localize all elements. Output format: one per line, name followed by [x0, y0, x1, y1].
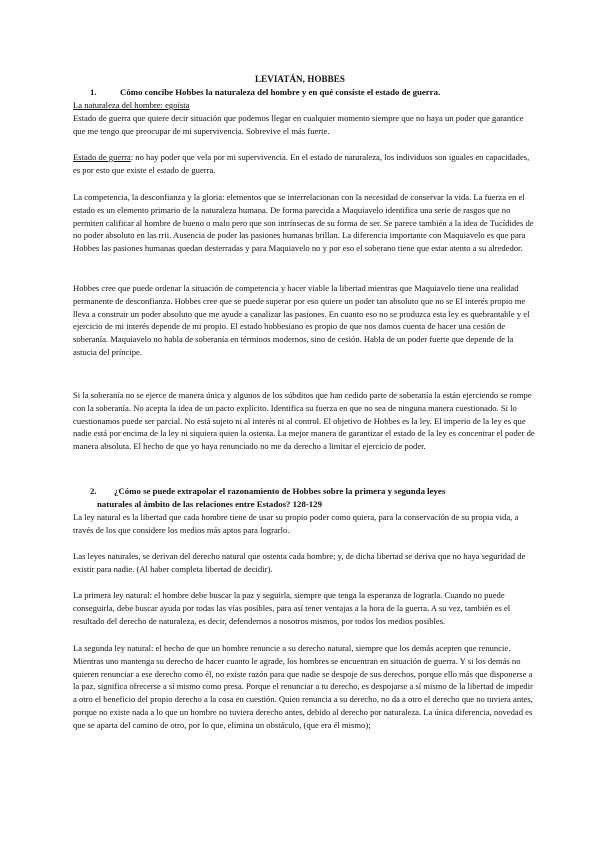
paragraph-state-of-war: Estado de guerra que quiere decir situación que podemos llegar en cualquier momento siempre que no haya un poder que garantice que me tengo que preocupar de mi supervivencia. Sobrevive el más fuerte.: [73, 113, 524, 136]
paragraph-first-natural-law: La primera ley natural: el hombre debe buscar la paz y seguirla, siempre que tenga la esperanza de lograrla. Cuando no puede conseguirla, debe buscar ayuda por todas las vías posibles, para así tener ventajas a la hora de la guerra. A su vez, también es el resultado del derecho de naturaleza, es decir, defendernos a nosotros mismos, por todos los medios posibles.: [73, 590, 511, 626]
section-1-heading: [73, 86, 535, 99]
section-2-number: 2.: [90, 486, 97, 496]
section-2-title-line2: naturales al ámbito de las relaciones entre Estados? 128-129: [97, 498, 322, 509]
document-title: LEVIATÁN, HOBBES: [255, 74, 345, 84]
paragraph-second-natural-law: La segunda ley natural: el hecho de que un hombre renuncie a su derecho natural, siempre que los demás acepten que renuncie. Mientras uno mantenga su derecho de hacer cuanto le agrade, los hombres se encuentran en situación de guerra. Y si los demás no quieren renunciar a ese derecho como él, no existe razón para que nadie se despoje de sus derechos, porque ello más que disponerse a la paz, significa ofrecerse a sí mismo como presa. Porque el renunciar a tu derecho, es despojarse a sí mismo de la libertad de impedir a otro el beneficio del propio derecho a la cosa en cuestión. Quien renuncia a su derecho, no da a otro el derecho que no tuviera antes, porque no existe nada a lo que un hombre no tuviera derecho antes, debido al derecho por naturaleza. La única diferencia, novedad es que se aparta del camino de otro, por lo que, elimina un obstáculo, (que era él mismo);: [73, 643, 533, 730]
paragraph-competition-distrust-glory: La competencia, la desconfianza y la gloria: elementos que se interrelacionan con la necesidad de conservar la vida. La fuerza en el estado es un elemento primario de la naturaleza humana. De forma parecida a Maquiavelo identifica una serie de rasgos que no permiten calificar al hombre de bueno o malo pero que son intrínsecas de su forma de ser. Se parece también a la idea de Tucídides de no poder absoluto en las rrii. Ausencia de poder las pasiones humanas brillan. La diferencia importante con Maquiavelo es que para Hobbes las pasiones humanas quedan desterradas y para Maquiavelo no y por eso el soberano tiene que estar atento a su alrededor.: [73, 192, 534, 254]
section-2-title-line1: ¿Cómo se puede extrapolar el razonamiento de Hobbes sobre la primera y segunda leyes: [114, 486, 446, 496]
subheading-human-nature: La naturaleza del hombre: egoísta: [73, 100, 190, 110]
paragraph-natural-law: La ley natural es la libertad que cada hombre tiene de usar su propio poder como quiera, para la conservación de su propia vida, a través de los que considere los medios más aptos para lograrlo.: [73, 512, 519, 535]
section-1-number: 1.: [90, 87, 97, 97]
state-of-war-text: : no hay poder que vela por mi supervivencia. En el estado de naturaleza, los individuos son iguales en capacidades, es por esto que existe el estado de guerra.: [73, 152, 530, 175]
state-of-war-label: Estado de guerra: [73, 152, 131, 162]
paragraph-sovereignty: Si la soberanía no se ejerce de manera única y algunos de los súbditos que han cedido parte de soberanía la están ejerciendo se rompe con la soberanía. No acepta la idea de un pacto explícito. Identifica su fuerza en que no sea de ninguna manera cuestionado. Si lo cuestionamos puede ser parcial. No está sujeto ni al interés ni al control. El objetivo de Hobbes es la ley. El imperio de la ley es que nadie está por encima de la ley ni siquiera quien la ostenta. La mejor manera de garantizar el estado de la ley es concentrar el poder de manera absoluta. El hecho de que yo haya renunciado no me da derecho a limitar el ejercicio de poder.: [73, 390, 535, 452]
paragraph-state-of-war-definition: [73, 151, 535, 177]
paragraph-hobbes-order: Hobbes cree que puede ordenar la situación de competencia y hacer viable la libertad mientras que Maquiavelo tiene una realidad permanente de desconfianza. Hobbes cree que se puede superar por eso quiere un poder tan absoluto que no se El interés propio me lleva a construir un poder absoluto que me ayude a canalizar las pasiones. En cuanto eso no se produzca esta ley es quebrantable y el ejercicio de mi interés depende de mi propio. El estado hobbesiano es propio de que nos damos cuenta de hacer una cesión de soberanía. Maquiavelo no habla de soberanía en términos modernos, sino de cesión. Habla de un poder fuerte que depende de la astucia del príncipe.: [73, 283, 530, 357]
section-1-title: Cómo concibe Hobbes la naturaleza del hombre y en qué consiste el estado de guerra.: [120, 87, 441, 97]
paragraph-natural-laws-derivation: Las leyes naturales, se derivan del derecho natural que ostenta cada hombre; y, de dicha libertad se deriva que no haya seguridad de existir para nadie. (Al haber completa libertad de decidir).: [73, 551, 526, 574]
section-2-heading: [73, 485, 535, 511]
